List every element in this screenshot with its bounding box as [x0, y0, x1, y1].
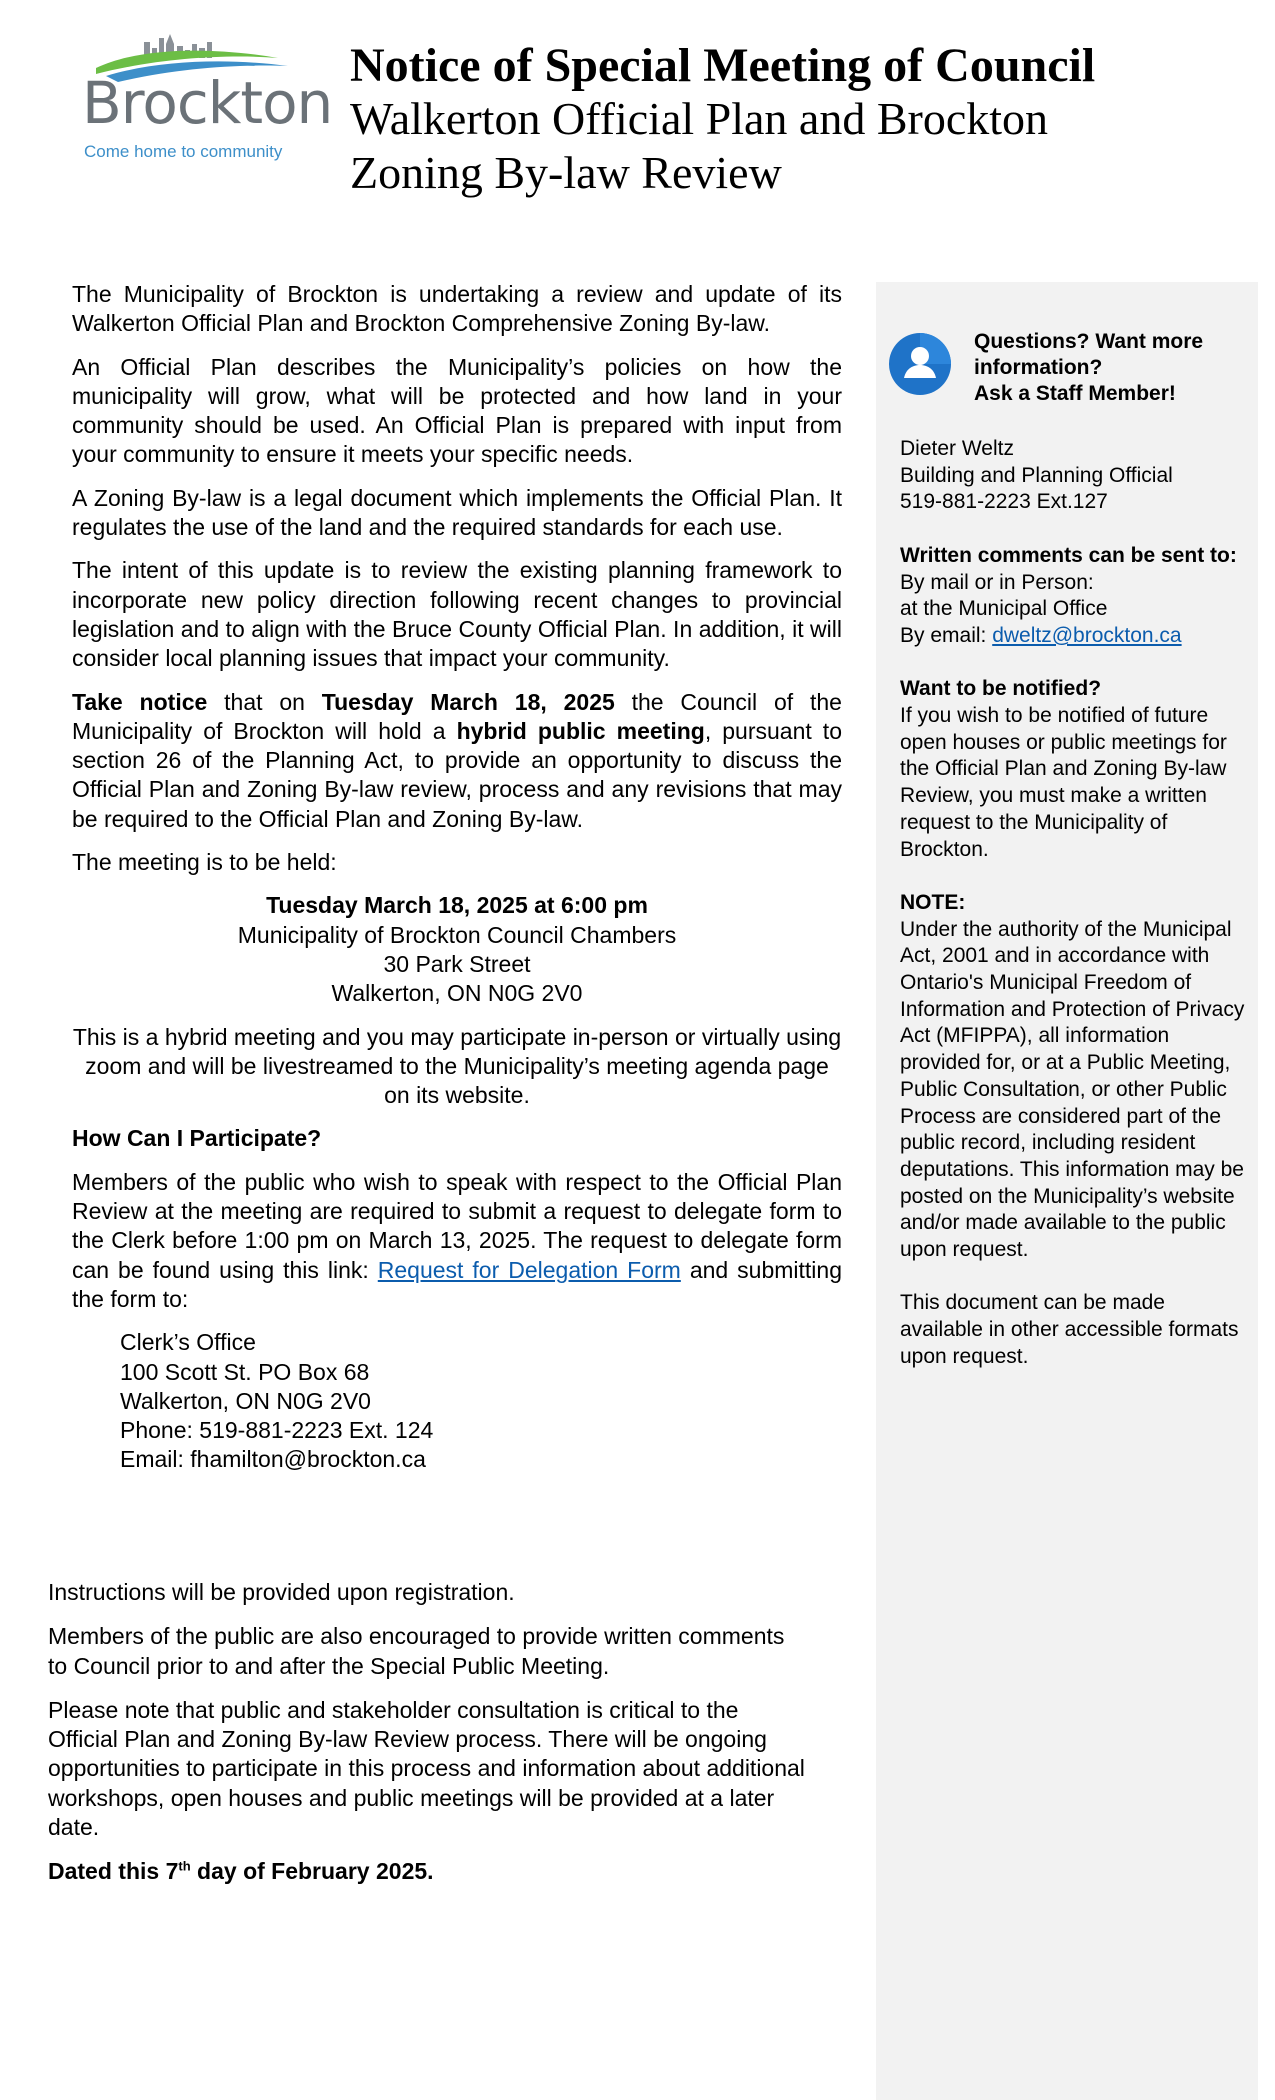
email-line [900, 623, 1250, 650]
consultation-paragraph: Please note that public and stakeholder consultation is critical to the Official Plan and Zoning By-law Review process. There will be ongoing opportunities to participate in this process and information about additional workshops, open houses and public meetings will be provided at a later date. [48, 1696, 805, 1841]
clerk-line-3: Walkerton, ON N0G 2V0 [120, 1387, 371, 1414]
contact-phone: 519-881-2223 Ext.127 [900, 490, 1108, 514]
contact-name: Dieter Weltz [900, 437, 1014, 460]
dated-line [48, 1857, 808, 1886]
clerk-line-1: Clerk’s Office [120, 1329, 256, 1356]
dated-superscript: th [178, 1858, 191, 1874]
participate-paragraph [72, 1168, 842, 1314]
sidebar-body [900, 436, 1250, 1371]
participate-heading: How Can I Participate? [72, 1125, 322, 1152]
closing-section [48, 1578, 808, 1902]
instructions-paragraph: Instructions will be provided upon registration. [48, 1579, 515, 1605]
brockton-logo [78, 28, 333, 161]
notified-text: If you wish to be notified of future open houses or public meetings for the Official Plan and Zoning By-law Review, you must make a written request to the Municipality of Brockton. [900, 704, 1227, 861]
encourage-paragraph: Members of the public are also encouraged to provide written comments to Council prior to and after the Special Public Meeting. [48, 1623, 785, 1679]
clerk-address [72, 1328, 842, 1474]
written-comments-heading: Written comments can be sent to: [900, 543, 1237, 567]
participate-text: Members of the public who wish to speak with respect to the Official Plan Review at the meeting are required to submit a request to delegate form to the Clerk before 1:00 pm on March 13, 2025. The request to delegate form can be found using this link: [72, 1168, 842, 1283]
office-label: at the Municipal Office [900, 597, 1108, 621]
contact-title: Building and Planning Official [900, 463, 1173, 487]
mail-label: By mail or in Person: [900, 570, 1094, 594]
hybrid-meeting-bold: hybrid public meeting [456, 717, 705, 744]
clerk-email: Email: fhamilton@brockton.ca [120, 1446, 426, 1473]
participate-after-text: and submitting the form to: [72, 1256, 842, 1312]
sidebar-heading-line-3: Ask a Staff Member! [974, 382, 1176, 405]
person-icon [888, 332, 952, 396]
logo-wordmark: Brockton [82, 69, 333, 137]
sidebar-heading-line-2: information? [974, 356, 1103, 379]
meeting-held-label: The meeting is to be held: [72, 849, 337, 876]
logo-tagline: Come home to community [84, 142, 283, 161]
take-notice-paragraph [72, 688, 842, 834]
zoning-bylaw-paragraph: A Zoning By-law is a legal document which implements the Official Plan. It regulates the use of the land and the required standards for each use. [72, 484, 842, 541]
notice-body [72, 280, 842, 1489]
meeting-place: Municipality of Brockton Council Chambers [237, 921, 677, 948]
notified-heading: Want to be notified? [900, 677, 1102, 701]
note-heading: NOTE: [900, 890, 966, 914]
dated-text: Dated this 7 [48, 1858, 179, 1885]
delegation-form-link[interactable]: Request for Delegation Form [377, 1256, 681, 1283]
info-sidebar [876, 282, 1258, 2100]
dated-text-end: day of February 2025. [190, 1858, 434, 1885]
title-line-3: Zoning By-law Review [350, 147, 782, 198]
note-text: Under the authority of the Municipal Act, 2001 and in accordance with Ontario's Municipal Freedom of Information and Protection of Privacy Act (MFIPPA), all information provided for, or at a Public Meeting, Public Consultation, or other Public Process are considered part of the public record, including resident deputations. This information may be posted on the Municipality’s website and/or made available to the public upon request. [900, 917, 1245, 1262]
take-notice-text-1: that on [207, 688, 322, 715]
notice-title [350, 40, 1230, 200]
clerk-line-2: 100 Scott St. PO Box 68 [120, 1358, 370, 1385]
official-plan-paragraph: An Official Plan describes the Municipality’s policies on how the municipality will grow, what will be protected and how land in your community should be used. An Official Plan is prepared with input from your community to ensure it meets your specific needs. [72, 353, 842, 468]
take-notice-label: Take notice [72, 688, 208, 715]
intent-paragraph: The intent of this update is to review the existing planning framework to incorporate new policy direction following recent changes to provincial legislation and to align with the Bruce County Official Plan. In addition, it will consider local planning issues that impact your community. [72, 557, 842, 672]
title-line-2: Walkerton Official Plan and Brockton [350, 93, 1049, 144]
sidebar-heading [974, 329, 1203, 407]
meeting-city: Walkerton, ON N0G 2V0 [331, 980, 583, 1007]
email-label: By email: [900, 623, 993, 647]
meeting-details [72, 891, 842, 1008]
accessible-formats-text: This document can be made available in other accessible formats upon request. [900, 1291, 1239, 1368]
hybrid-paragraph: This is a hybrid meeting and you may participate in-person or virtually using zoom and will be livestreamed to the Municipality’s meeting agenda page on its website. [72, 1023, 842, 1109]
meeting-date-bold: Tuesday March 18, 2025 [321, 688, 615, 715]
intro-paragraph: The Municipality of Brockton is undertaking a review and update of its Walkerton Official Plan and Brockton Comprehensive Zoning By-law. [72, 281, 842, 337]
clerk-phone: Phone: 519-881-2223 Ext. 124 [120, 1417, 434, 1444]
take-notice-text-3: , pursuant to section 26 of the Planning Act, to provide an opportunity to discuss the Official Plan and Zoning By-law review, process and any revisions that may be required to the Official Plan and Zoning By-law. [72, 717, 842, 832]
sidebar-heading-line-1: Questions? Want more [974, 330, 1204, 353]
email-link[interactable]: dweltz@brockton.ca [992, 623, 1182, 647]
meeting-street: 30 Park Street [383, 950, 531, 977]
title-line-1: Notice of Special Meeting of Council [350, 39, 1096, 92]
meeting-datetime: Tuesday March 18, 2025 at 6:00 pm [266, 892, 648, 919]
take-notice-text-2: the Council of the Municipality of Brockton will hold a [72, 688, 842, 744]
